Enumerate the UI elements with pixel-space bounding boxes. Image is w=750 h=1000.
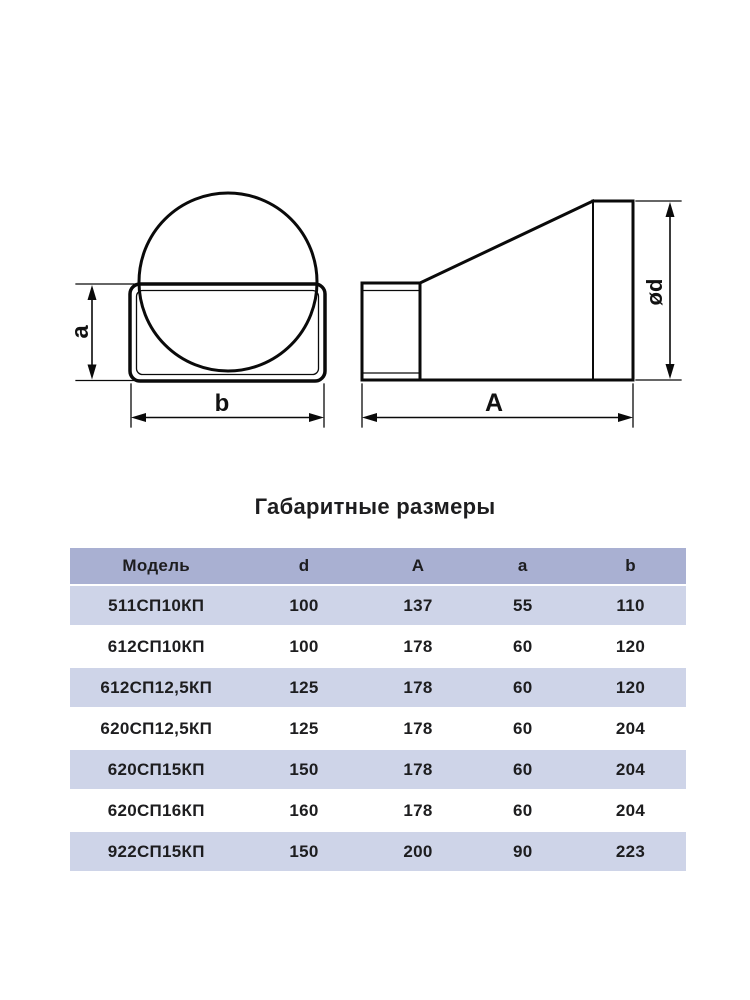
cell-b: 120 bbox=[575, 667, 686, 708]
cell-b: 110 bbox=[575, 585, 686, 626]
cell-model: 511СП10КП bbox=[70, 585, 242, 626]
cell-a: 60 bbox=[470, 749, 575, 790]
cell-A: 137 bbox=[366, 585, 471, 626]
cell-a: 60 bbox=[470, 790, 575, 831]
cell-A: 178 bbox=[366, 626, 471, 667]
cell-model: 620СП15КП bbox=[70, 749, 242, 790]
cell-a: 60 bbox=[470, 708, 575, 749]
dim-A-arrow-left bbox=[362, 413, 377, 422]
side-view-drawing bbox=[362, 201, 681, 427]
dim-A-arrow-right bbox=[618, 413, 633, 422]
cell-b: 204 bbox=[575, 749, 686, 790]
side-diameter-label: ød bbox=[642, 278, 667, 306]
cell-model: 620СП16КП bbox=[70, 790, 242, 831]
cell-a: 55 bbox=[470, 585, 575, 626]
dimensions-table bbox=[70, 548, 686, 871]
cell-model: 612СП10КП bbox=[70, 626, 242, 667]
table-row bbox=[70, 585, 686, 626]
cell-d: 150 bbox=[242, 831, 365, 871]
transition-slope bbox=[420, 201, 593, 283]
table-row bbox=[70, 626, 686, 667]
flat-duct-outer bbox=[130, 284, 325, 381]
cell-a: 90 bbox=[470, 831, 575, 871]
table-header-row bbox=[70, 548, 686, 585]
cell-a: 60 bbox=[470, 626, 575, 667]
cell-model: 922СП15КП bbox=[70, 831, 242, 871]
column-header-d: d bbox=[242, 548, 365, 585]
cell-A: 178 bbox=[366, 667, 471, 708]
cell-A: 178 bbox=[366, 749, 471, 790]
cell-model: 620СП12,5КП bbox=[70, 708, 242, 749]
cell-d: 125 bbox=[242, 708, 365, 749]
cell-model: 612СП12,5КП bbox=[70, 667, 242, 708]
cell-d: 160 bbox=[242, 790, 365, 831]
dim-a-arrow-down bbox=[88, 365, 97, 380]
dimension-drawings bbox=[0, 0, 750, 470]
dim-d-arrow-up bbox=[666, 202, 675, 217]
column-header-b: b bbox=[575, 548, 686, 585]
cell-b: 120 bbox=[575, 626, 686, 667]
table-row bbox=[70, 831, 686, 871]
table-row bbox=[70, 708, 686, 749]
cell-a: 60 bbox=[470, 667, 575, 708]
front-view-drawing bbox=[76, 193, 325, 427]
cell-d: 125 bbox=[242, 667, 365, 708]
cell-b: 223 bbox=[575, 831, 686, 871]
round-duct-circle bbox=[139, 193, 317, 371]
table-row bbox=[70, 790, 686, 831]
cell-d: 100 bbox=[242, 585, 365, 626]
flat-end-rect bbox=[362, 283, 420, 380]
dim-a-arrow-up bbox=[88, 285, 97, 300]
column-header-a: a bbox=[470, 548, 575, 585]
dim-d-arrow-down bbox=[666, 364, 675, 379]
cell-d: 150 bbox=[242, 749, 365, 790]
dim-b-arrow-left bbox=[131, 413, 146, 422]
page-title: Габаритные размеры bbox=[254, 494, 496, 519]
side-length-label: A bbox=[484, 389, 504, 417]
table-row bbox=[70, 749, 686, 790]
front-height-label: a bbox=[67, 325, 94, 339]
column-header-model: Модель bbox=[70, 548, 242, 585]
cell-A: 200 bbox=[366, 831, 471, 871]
cell-A: 178 bbox=[366, 790, 471, 831]
cell-b: 204 bbox=[575, 790, 686, 831]
front-width-label: b bbox=[214, 390, 230, 417]
table-row bbox=[70, 667, 686, 708]
column-header-A: A bbox=[366, 548, 471, 585]
cell-b: 204 bbox=[575, 708, 686, 749]
flat-duct-inner bbox=[137, 291, 319, 375]
dim-b-arrow-right bbox=[309, 413, 324, 422]
cell-d: 100 bbox=[242, 626, 365, 667]
cell-A: 178 bbox=[366, 708, 471, 749]
